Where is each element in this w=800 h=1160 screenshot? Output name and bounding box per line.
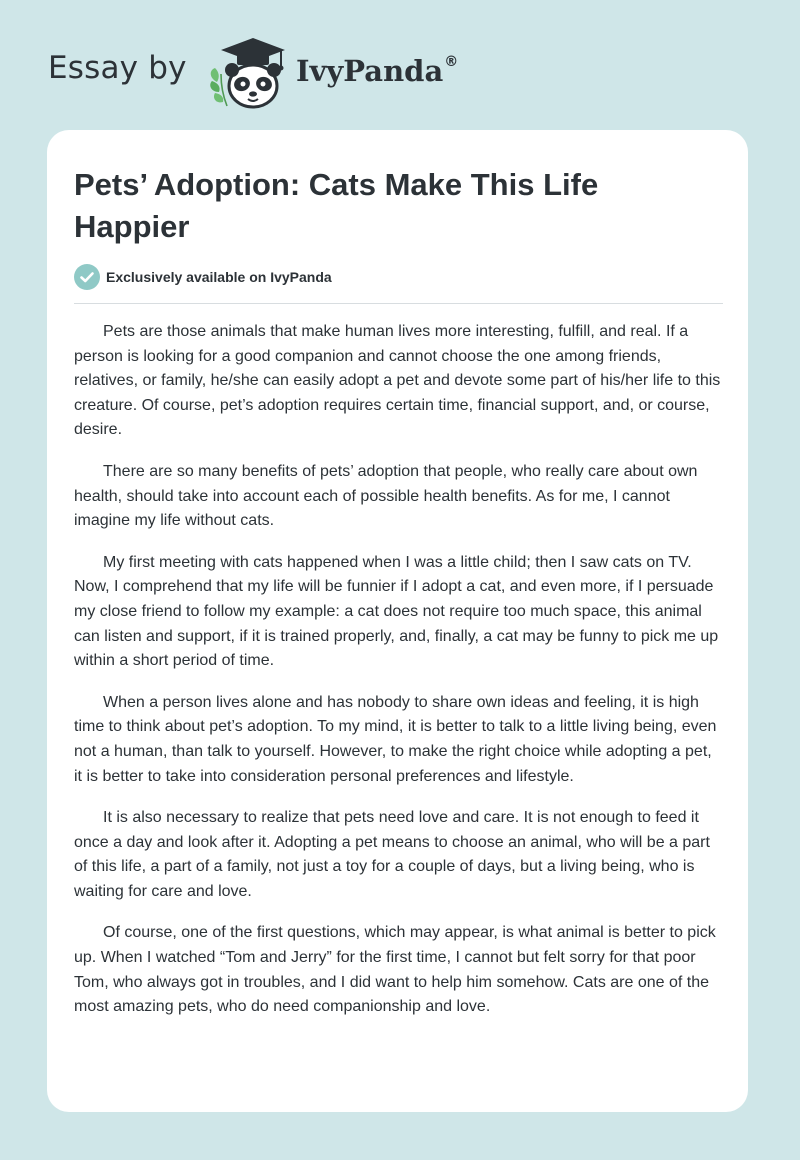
- paragraph: Pets are those animals that make human lives more interesting, fulfill, and real. If a person is looking for a good companion and cannot choose the one among friends, relatives, or family, he/she can easily adopt a pet and devote some part of his/her life to this creature. Of course, pet’s adoption requires certain time, financial support, and, or course, desire.: [74, 323, 721, 439]
- paragraph: It is also necessary to realize that pets need love and care. It is not enough to feed it once a day and look after it. Adopting a pet means to choose an animal, who will be a part of this life, a part of a family, not just a toy for a couple of days, but a living being, who is waiting for care and love.: [74, 809, 710, 900]
- check-circle-icon: [74, 264, 100, 290]
- registered-mark: ®: [444, 54, 459, 71]
- paragraph: When a person lives alone and has nobody to share own ideas and feeling, it is high time to think about pet’s adoption. To my mind, it is better to talk to a little living being, even not a human, than talk to yourself. However, to make the right choice while adopting a pet, it is better to take into consideration personal preferences and lifestyle.: [74, 693, 717, 785]
- panda-graduate-icon[interactable]: [203, 34, 303, 110]
- essay-title: Pets’ Adoption: Cats Make This Life Happier: [74, 167, 599, 244]
- paragraph: Of course, one of the first questions, which may appear, is what animal is better to pick up. When I watched “Tom and Jerry” for the first time, I cannot but felt sorry for that poor Tom, who always got in troubles, and I did want to help him somehow. Cats are one of the most amazing pets, who do need companionship and love.: [74, 924, 716, 1016]
- essay-body: [74, 320, 724, 1037]
- ivypanda-logo-text[interactable]: IvyPanda®: [296, 54, 459, 88]
- divider: [74, 303, 723, 304]
- essay-card: [47, 130, 748, 1112]
- exclusive-badge: [74, 264, 332, 290]
- paragraph: My first meeting with cats happened when I was a little child; then I saw cats on TV. Now, I comprehend that my life will be funnier if I adopt a cat, and even more, if I persuade my close friend to follow my example: a cat does not require too much space, this animal can listen and support, if it is trained properly, and, finally, a cat may be funny to pick me up within a short period of time.: [74, 553, 719, 670]
- exclusive-badge-text: Exclusively available on IvyPanda: [106, 269, 332, 285]
- paragraph: There are so many benefits of pets’ adoption that people, who really care about own health, should take into account each of possible health benefits. As for me, I cannot imagine my life without cats.: [74, 462, 698, 530]
- site-header: [48, 34, 508, 114]
- ivy-leaf-icon: [210, 68, 227, 106]
- essay-by-label: Essay by: [48, 50, 187, 86]
